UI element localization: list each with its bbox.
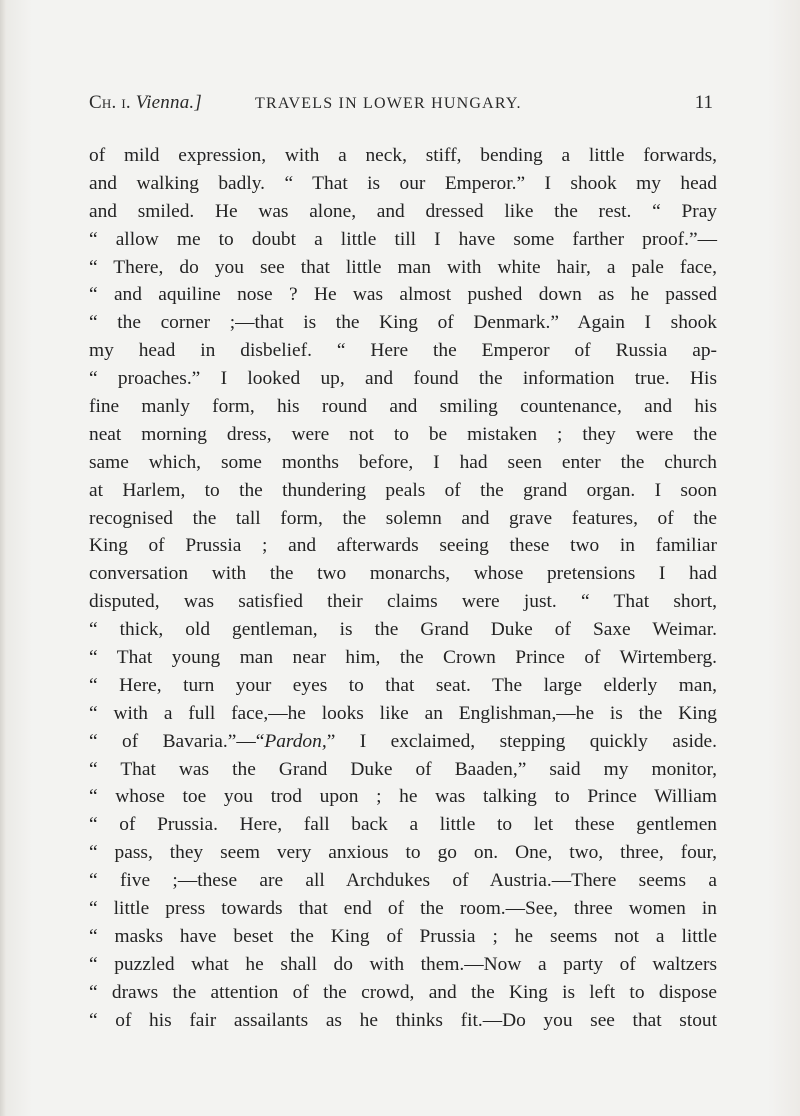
text-line: “ That was the Grand Duke of Baaden,” said my monitor, — [89, 758, 717, 780]
text-line-pardon — [89, 728, 717, 756]
page-spine-edge — [0, 0, 6, 1116]
text-line: neat morning dress, were not to be mistaken ; they were the — [89, 423, 717, 445]
text-line: fine manly form, his round and smiling countenance, and his — [89, 396, 717, 418]
text-line: “ whose toe you trod upon ; he was talking to Prince William — [89, 786, 717, 808]
text-line: “ Here, turn your eyes to that seat. The large elderly man, — [89, 674, 717, 696]
text-line: “ the corner ;—that is the King of Denmark.” Again I shook — [89, 312, 717, 334]
text-line: “ and aquiline nose ? He was almost pushed down as he passed — [89, 284, 717, 306]
italic-word: Pardon, — [264, 730, 327, 752]
text-line: and walking badly. “ That is our Emperor.” I shook my head — [89, 172, 717, 194]
text-line: of mild expression, with a neck, stiff, bending a little forwards, — [89, 145, 717, 166]
text-line: “ thick, old gentleman, is the Grand Duke of Saxe Weimar. — [89, 619, 717, 641]
text-line: “ That young man near him, the Crown Prince of Wirtemberg. — [89, 647, 717, 669]
text-line: “ little press towards that end of the room.—See, three women in — [89, 898, 717, 920]
text-line: and smiled. He was alone, and dressed like the rest. “ Pray — [89, 200, 717, 222]
text-line: at Harlem, to the thundering peals of the grand organ. I soon — [89, 479, 717, 501]
text-line: “ pass, they seem very anxious to go on. One, two, three, four, — [89, 842, 717, 864]
text-line: “ allow me to doubt a little till I have some farther proof.”— — [89, 228, 717, 250]
text-line: “ There, do you see that little man with white hair, a pale face, — [89, 256, 717, 278]
text-line: “ of Prussia. Here, fall back a little to let these gentlemen — [89, 814, 717, 836]
running-head — [89, 92, 713, 122]
text-line: recognised the tall form, the solemn and grave features, of the — [89, 507, 717, 529]
chapter-label: Ch. i. — [89, 92, 131, 113]
text-line: same which, some months before, I had seen enter the church — [89, 451, 717, 473]
text-line-start: “ of Bavaria.”—“ — [89, 730, 265, 752]
text-line: disputed, was satisfied their claims were just. “ That short, — [89, 591, 717, 613]
text-line: “ with a full face,—he looks like an Englishman,—he is the King — [89, 702, 717, 724]
text-line: “ masks have beset the King of Prussia ; he seems not a little — [89, 925, 717, 947]
running-head-title: TRAVELS IN LOWER HUNGARY. — [255, 95, 522, 112]
text-line: King of Prussia ; and afterwards seeing these two in familiar — [89, 535, 717, 557]
place-label: Vienna.] — [135, 92, 202, 113]
text-line: “ five ;—these are all Archdukes of Austria.—There seems a — [89, 870, 717, 892]
body-text — [89, 142, 717, 1035]
page-number: 11 — [694, 92, 713, 113]
text-line: “ of his fair assailants as he thinks fit.—Do you see that stout — [89, 1009, 717, 1031]
text-line: “ draws the attention of the crowd, and the King is left to dispose — [89, 981, 717, 1003]
text-line: my head in disbelief. “ Here the Emperor of Russia ap- — [89, 340, 717, 362]
text-line: “ puzzled what he shall do with them.—Now a party of waltzers — [89, 953, 717, 975]
running-head-chapter — [89, 92, 202, 114]
text-line: conversation with the two monarchs, whose pretensions I had — [89, 563, 717, 585]
text-line-end: ” I exclaimed, stepping quickly aside. — [326, 730, 717, 752]
text-line: “ proaches.” I looked up, and found the information true. His — [89, 368, 717, 390]
